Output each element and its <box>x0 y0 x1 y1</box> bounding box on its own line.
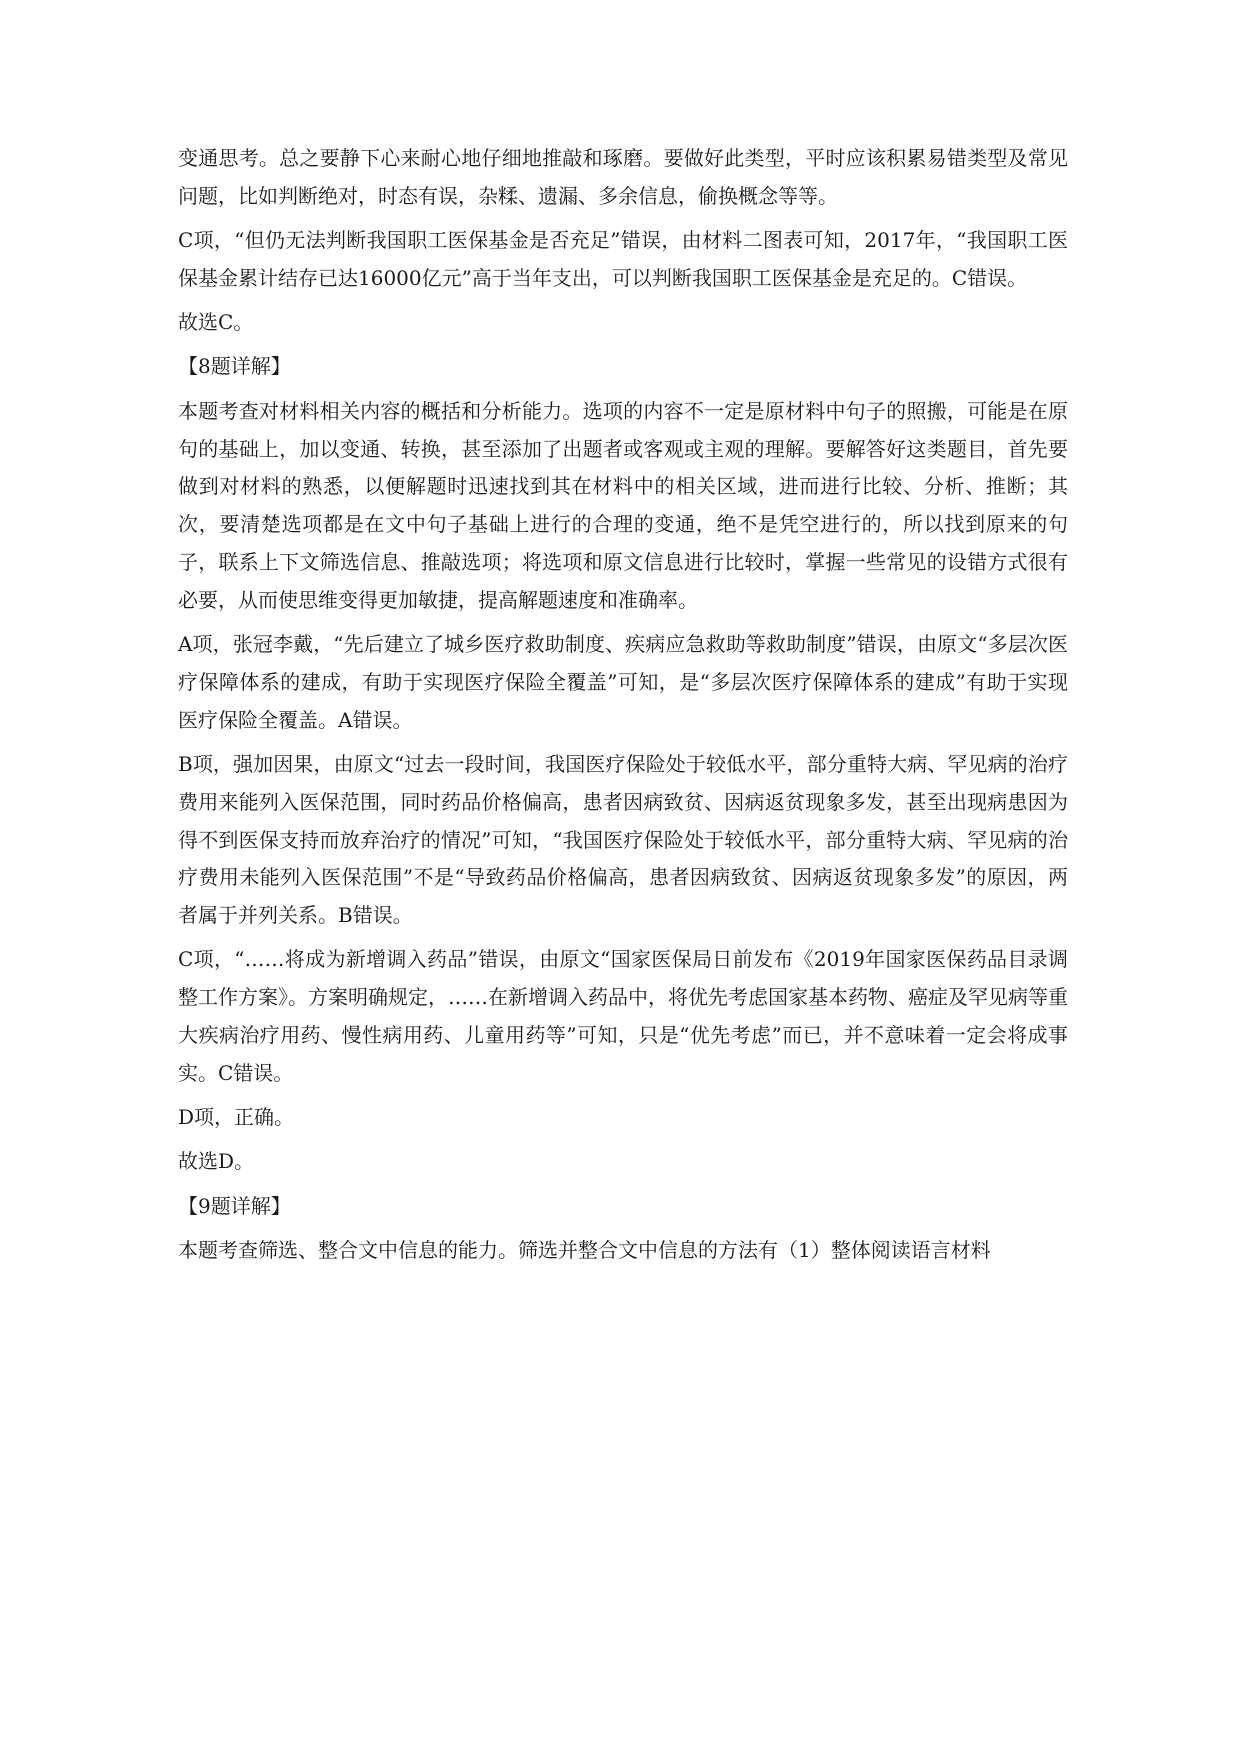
paragraph-option-d-q8: D项，正确。 <box>178 1105 295 1130</box>
paragraph-q9-intro: 本题考查筛选、整合文中信息的能力。筛选并整合文中信息的方法有（1）整体阅读语言材料 <box>178 1238 991 1263</box>
paragraph-option-c-q7: C项，“但仍无法判断我国职工医保基金是否充足”错误，由材料二图表可知，2017年，“我国职工医保基金累计结存已达16000亿元”高于当年支出，可以判断我国职工医保基金是充足的。C错误。 <box>178 228 1068 290</box>
paragraph-option-b-q8: B项，强加因果，由原文“过去一段时间，我国医疗保险处于较低水平，部分重特大病、罕见病的治疗费用来能列入医保范围，同时药品价格偏高，患者因病致贫、因病返贫现象多发，甚至出现病患因为得不到医保支持而放弃治疗的情况”可知，“我国医疗保险处于较低水平，部分重特大病、罕见病的治疗费用未能列入医保范围”不是“导致药品价格偏高，患者因病致贫、因病返贫现象多发”的原因，两者属于并列关系。B错误。 <box>178 751 1068 928</box>
paragraph-option-a-q8: A项，张冠李戴，“先后建立了城乡医疗救助制度、疾病应急救助等救助制度”错误，由原文“多层次医疗保障体系的建成，有助于实现医疗保险全覆盖”可知，是“多层次医疗保障体系的建成”有助于实现医疗保险全覆盖。A错误。 <box>178 632 1068 732</box>
heading-q9-explanation: 【9题详解】 <box>178 1193 291 1218</box>
paragraph-continuation: 变通思考。总之要静下心来耐心地仔细地推敲和琢磨。要做好此类型，平时应该积累易错类型及常见问题，比如判断绝对，时态有误，杂糅、遗漏、多余信息，偷换概念等等。 <box>178 146 1068 208</box>
heading-q8-explanation: 【8题详解】 <box>178 354 291 379</box>
paragraph-answer-q8: 故选D。 <box>178 1149 255 1174</box>
document-page <box>178 140 1068 1270</box>
paragraph-q8-intro: 本题考查对材料相关内容的概括和分析能力。选项的内容不一定是原材料中句子的照搬，可能是在原句的基础上，加以变通、转换，甚至添加了出题者或客观或主观的理解。要解答好这类题目，首先要做到对材料的熟悉，以便解题时迅速找到其在材料中的相关区域，进而进行比较、分析、推断；其次，要清楚选项都是在文中句子基础上进行的合理的变通，绝不是凭空进行的，所以找到原来的句子，联系上下文筛选信息、推敲选项；将选项和原文信息进行比较时，掌握一些常见的设错方式很有必要，从而使思维变得更加敏捷，提高解题速度和准确率。 <box>178 398 1068 612</box>
paragraph-option-c-q8: C项，“……将成为新增调入药品”错误，由原文“国家医保局日前发布《2019年国家医保药品目录调整工作方案》。方案明确规定，……在新增调入药品中，将优先考虑国家基本药物、癌症及罕见病等重大疾病治疗用药、慢性病用药、儿童用药等”可知，只是“优先考虑”而已，并不意味着一定会将成事实。C错误。 <box>178 947 1068 1085</box>
paragraph-answer-q7: 故选C。 <box>178 310 254 335</box>
